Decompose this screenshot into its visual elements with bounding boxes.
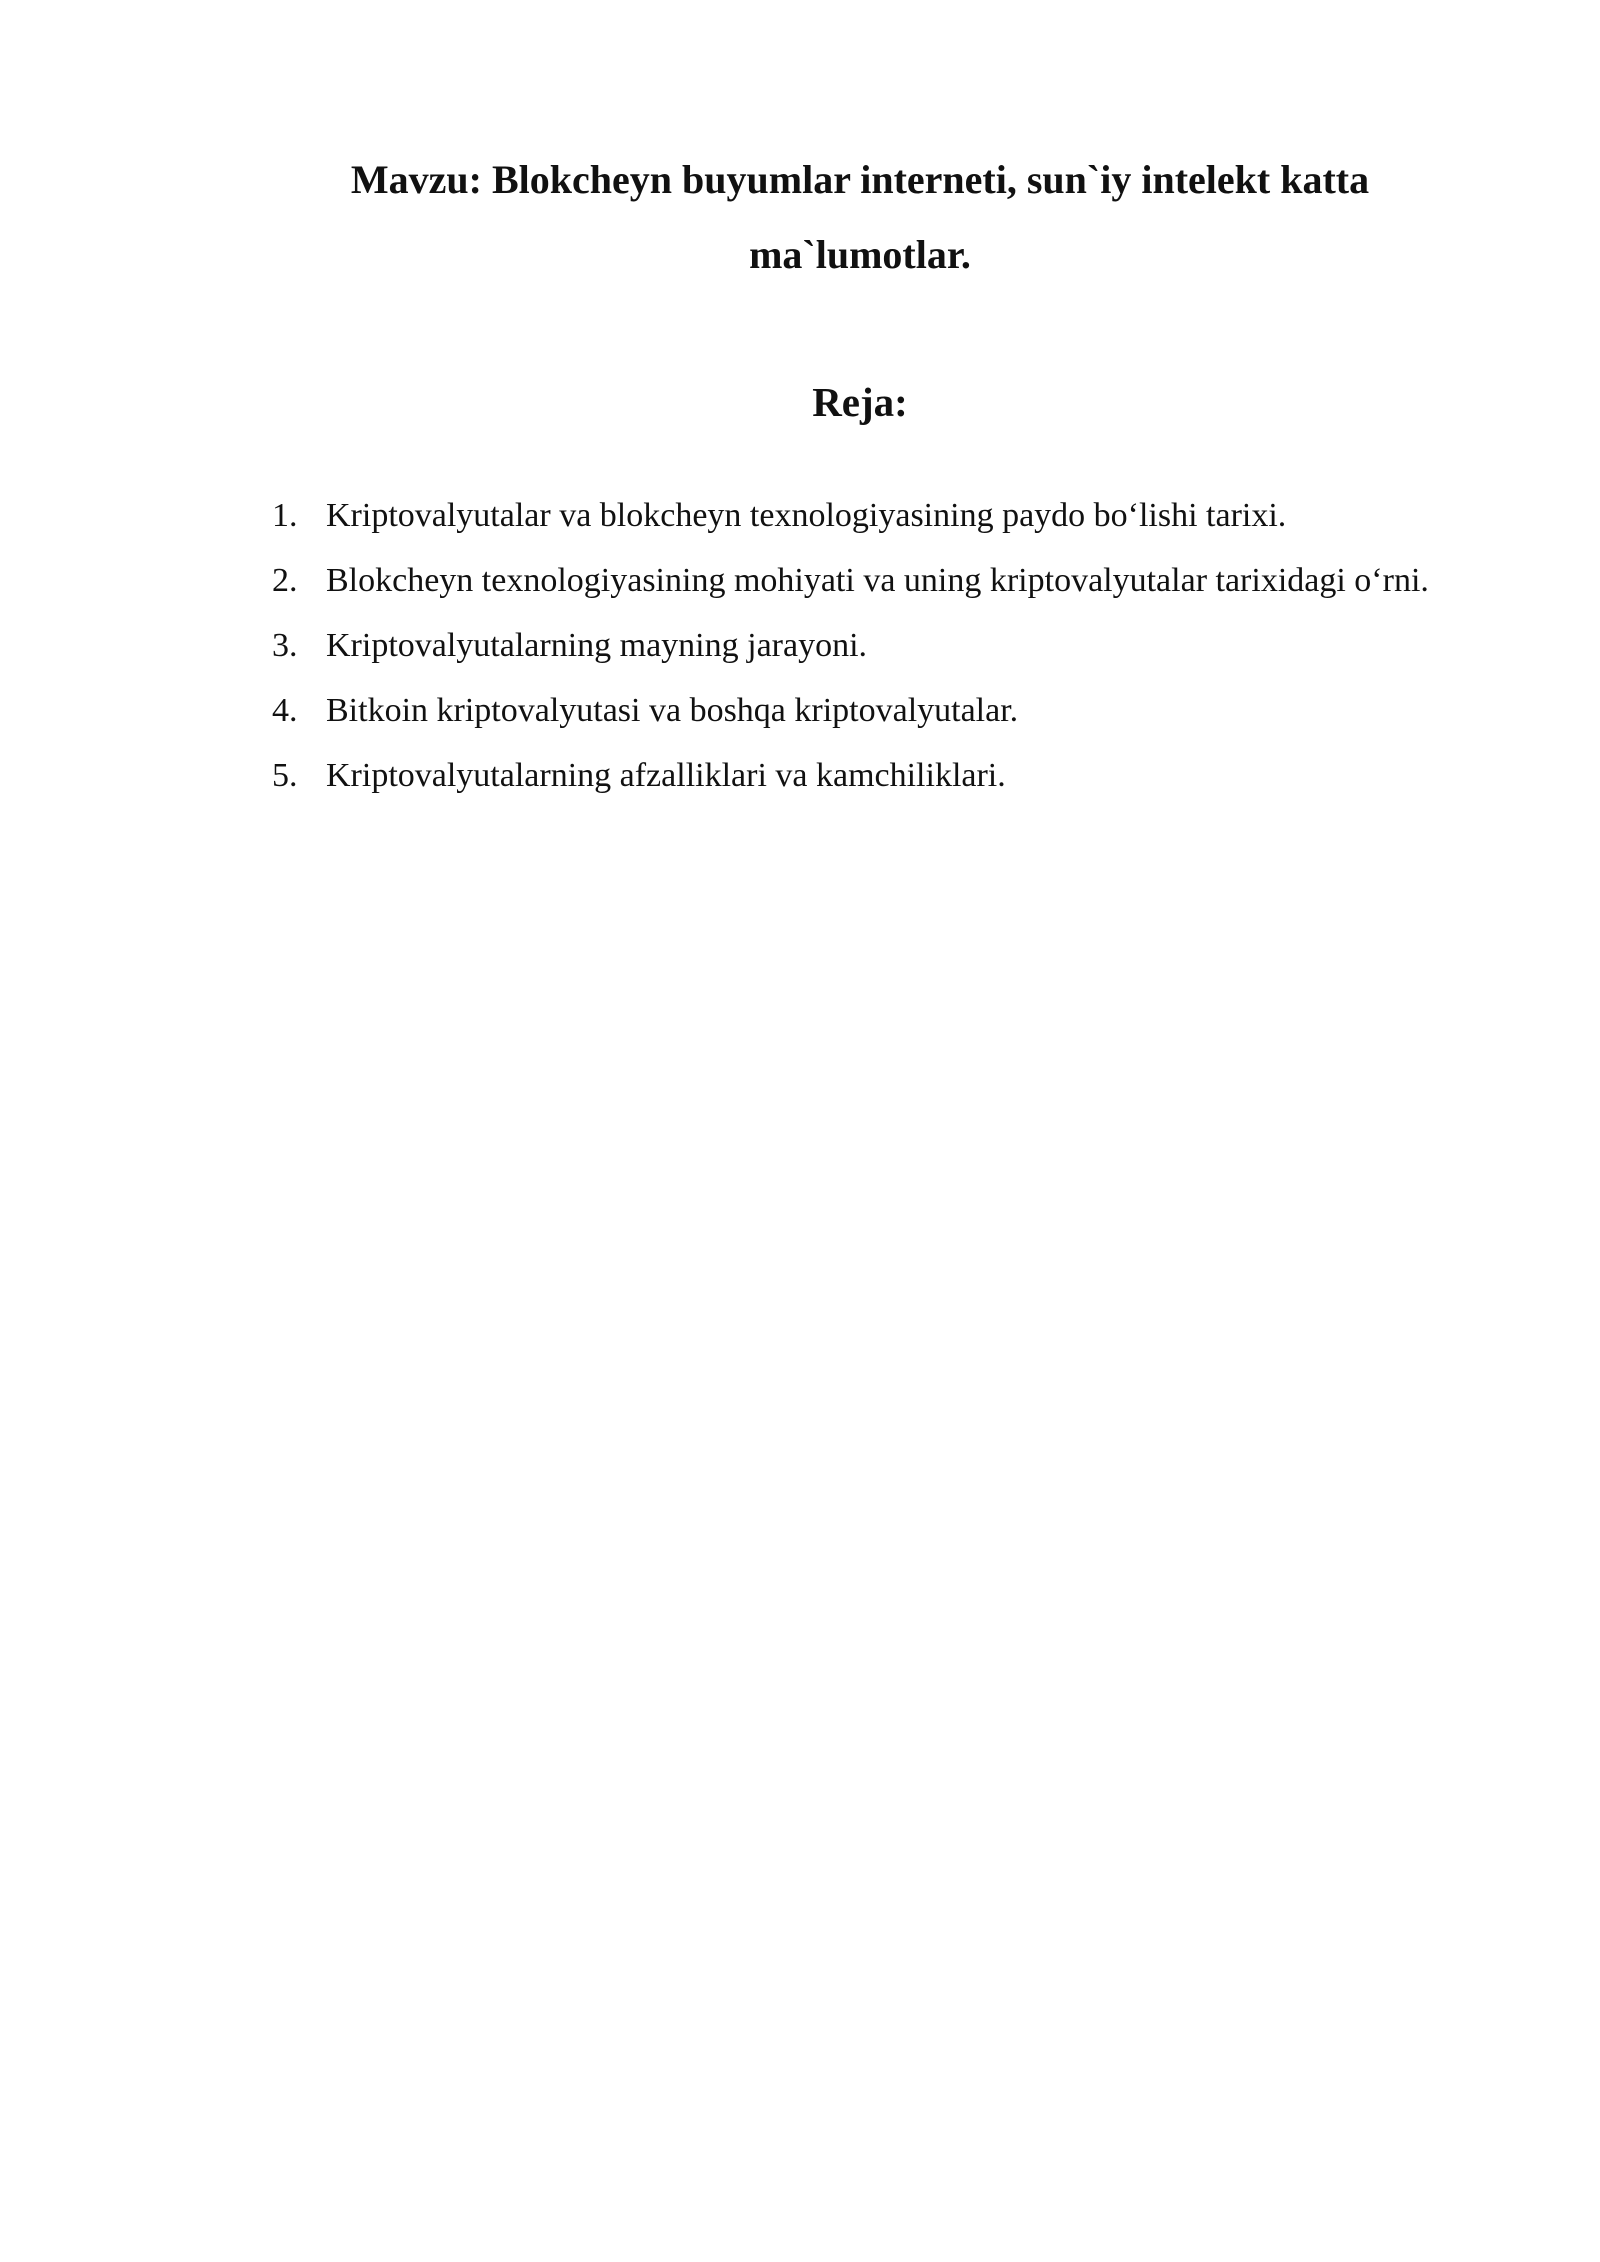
plan-item-number: 2.: [272, 562, 298, 599]
plan-item-text: Bitkoin kriptovalyutasi va boshqa kriptovalyutalar.: [326, 692, 1019, 729]
plan-item-5: [272, 743, 1472, 808]
plan-item-2: [272, 548, 1472, 613]
plan-item-number: 1.: [272, 497, 298, 534]
plan-item-text: Kriptovalyutalarning afzalliklari va kamchiliklari.: [326, 757, 1006, 794]
plan-item-number: 3.: [272, 627, 298, 664]
plan-item-number: 4.: [272, 692, 298, 729]
plan-item-4: [272, 678, 1472, 743]
plan-list: [272, 483, 1472, 808]
plan-item-1: [272, 483, 1472, 548]
document-title: Mavzu: Blokcheyn buyumlar interneti, sun`iy intelekt katta ma`lumotlar.: [350, 157, 1370, 277]
plan-item-text: Blokcheyn texnologiyasining mohiyati va uning kriptovalyutalar tarixidagi o‘rni.: [326, 562, 1429, 599]
plan-item-text: Kriptovalyutalar va blokcheyn texnologiyasining paydo bo‘lishi tarixi.: [326, 497, 1287, 534]
plan-item-text: Kriptovalyutalarning mayning jarayoni.: [326, 627, 868, 664]
plan-item-number: 5.: [272, 757, 298, 794]
plan-item-3: [272, 613, 1472, 678]
plan-heading: Reja:: [812, 379, 908, 425]
